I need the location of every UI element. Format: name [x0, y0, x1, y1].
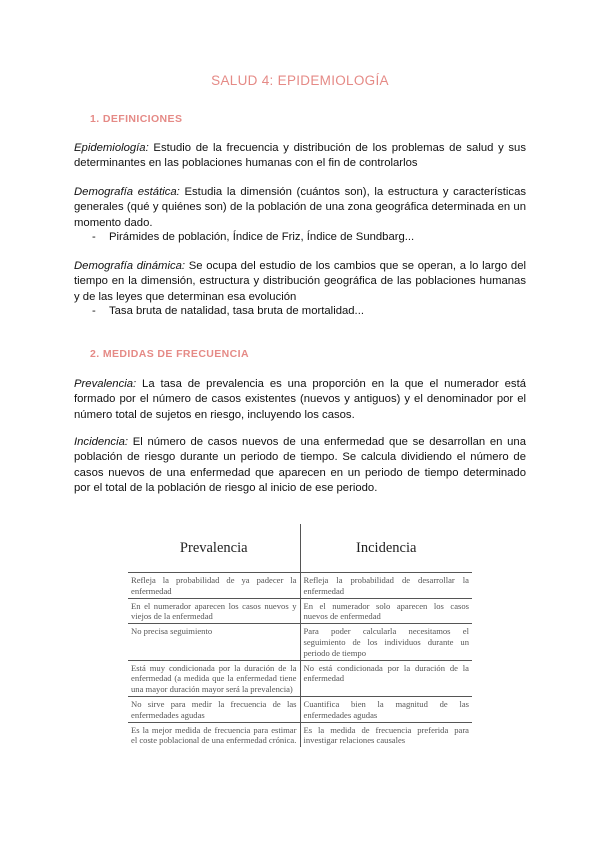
table-cell: No precisa seguimiento	[128, 624, 300, 660]
bullet-dash: -	[92, 231, 96, 243]
table-cell: Es la medida de frecuencia preferida para investigar relaciones causales	[300, 722, 472, 747]
table-row	[128, 722, 472, 747]
bullet-text-estatica: Pirámides de población, Índice de Friz, Índice de Sundbarg...	[109, 231, 415, 243]
table-cell: En el numerador solo aparecen los casos nuevos de enfermedad	[300, 598, 472, 624]
comparison-table	[128, 524, 472, 747]
bullet-dash: -	[92, 305, 96, 317]
table-cell: Cuantifica bien la magnitud de las enfermedades agudas	[300, 696, 472, 722]
table-cell: Está muy condicionada por la duración de la enfermedad (a medida que la enfermedad tiene una mayor duración mayor será la prevalencia)	[128, 660, 300, 696]
bullet-demografia-estatica	[92, 230, 414, 245]
paragraph-demografia-dinamica	[74, 259, 526, 305]
table-cell: No sirve para medir la frecuencia de las enfermedades agudas	[128, 696, 300, 722]
term-demografia-dinamica: Demografía dinámica:	[74, 260, 186, 272]
table-row	[128, 598, 472, 624]
paragraph-prevalencia	[74, 377, 526, 423]
paragraph-epidemiologia	[74, 141, 526, 172]
text-demografia-dinamica: Se ocupa del estudio de los cambios que se operan, a lo largo del tiempo en la dimensión, estructura y distribución geográfica de las poblaciones humanas y de las leyes que determinan esa evolución	[74, 260, 526, 303]
paragraph-demografia-estatica	[74, 185, 526, 231]
header-incidencia: Incidencia	[300, 524, 472, 573]
bullet-demografia-dinamica	[92, 304, 364, 319]
paragraph-incidencia	[74, 435, 526, 496]
header-prevalencia: Prevalencia	[128, 524, 300, 573]
page-title: SALUD 4: EPIDEMIOLOGÍA	[211, 73, 389, 88]
text-prevalencia: La tasa de prevalencia es una proporción en la que el numerador está formado por el número de casos existentes (nuevos y antiguos) y el denominador por el número total de sujetos en riesgo, incluyendo los casos.	[74, 378, 526, 421]
table-row	[128, 660, 472, 696]
term-prevalencia: Prevalencia:	[74, 378, 137, 390]
table-cell: Refleja la probabilidad de desarrollar la enfermedad	[300, 573, 472, 599]
table-cell: Refleja la probabilidad de ya padecer la enfermedad	[128, 573, 300, 599]
table-row	[128, 696, 472, 722]
text-demografia-estatica: Estudia la dimensión (cuántos son), la estructura y características generales (qué y quiénes son) de la población de una zona geográfica determinada en un momento dado.	[74, 186, 526, 229]
bullet-text-dinamica: Tasa bruta de natalidad, tasa bruta de mortalidad...	[109, 305, 364, 317]
table-row	[128, 624, 472, 660]
table-cell: No está condicionada por la duración de la enfermedad	[300, 660, 472, 696]
term-incidencia: Incidencia:	[74, 436, 129, 448]
section-heading-medidas: 2. MEDIDAS DE FRECUENCIA	[90, 348, 249, 360]
section-heading-definiciones: 1. DEFINICIONES	[90, 113, 183, 125]
table-header-row	[128, 524, 472, 573]
table-cell: En el numerador aparecen los casos nuevos y viejos de la enfermedad	[128, 598, 300, 624]
table-cell: Para poder calcularla necesitamos el seguimiento de los individuos durante un periodo de tiempo	[300, 624, 472, 660]
text-incidencia: El número de casos nuevos de una enfermedad que se desarrollan en una población de riesgo durante un periodo de tiempo. Se calcula dividiendo el número de casos nuevos de una enfermedad que aparecen en un periodo de tiempo determinado por el total de la población de riesgo al inicio de ese periodo.	[74, 436, 526, 494]
term-demografia-estatica: Demografía estática:	[74, 186, 180, 198]
term-epidemiologia: Epidemiología:	[74, 142, 149, 154]
table-row	[128, 573, 472, 599]
table-cell: Es la mejor medida de frecuencia para estimar el coste poblacional de una enfermedad crónica.	[131, 724, 297, 746]
text-epidemiologia: Estudio de la frecuencia y distribución de los problemas de salud y sus determinantes en las poblaciones humanas con el fin de controlarlos	[74, 142, 526, 170]
